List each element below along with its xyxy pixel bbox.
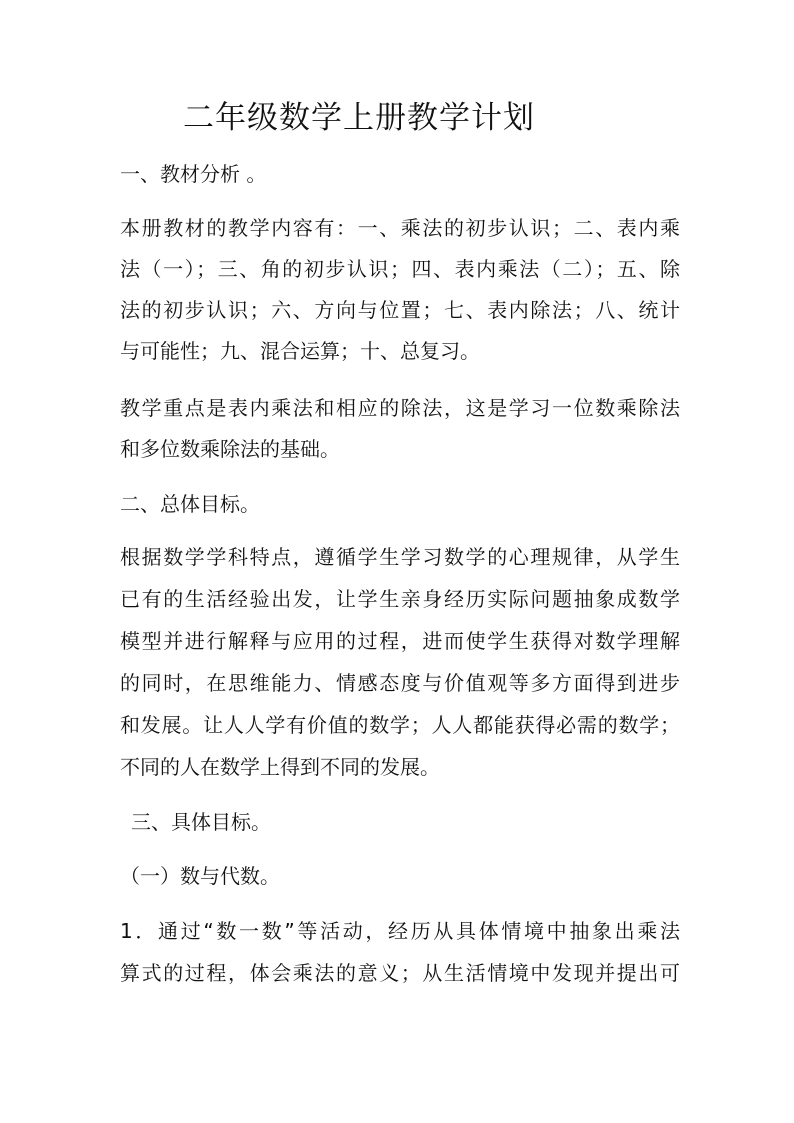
paragraph-line: 根据数学学科特点，遵循学生学习数学的心理规律，从学生 bbox=[120, 545, 680, 569]
document-title: 二年级数学上册教学计划 bbox=[183, 100, 535, 136]
paragraph-line: 模型并进行解释与应用的过程，进而使学生获得对数学理解 bbox=[120, 629, 680, 653]
subsection-heading-numbers-algebra: （一）数与代数。 bbox=[120, 864, 280, 888]
paragraph-line: 本册教材的教学内容有：一、乘法的初步认识；二、表内乘 bbox=[120, 216, 680, 240]
paragraph-line: 算式的过程，体会乘法的意义；从生活情境中发现并提出可 bbox=[120, 961, 680, 985]
paragraph-line: 法（一）；三、角的初步认识；四、表内乘法（二）；五、除 bbox=[120, 257, 680, 281]
paragraph-line: 和多位数乘除法的基础。 bbox=[120, 437, 340, 461]
paragraph-line: 已有的生活经验出发，让学生亲身经历实际问题抽象成数学 bbox=[120, 587, 680, 611]
paragraph-line: 1．通过“数一数”等活动，经历从具体情境中抽象出乘法 bbox=[120, 919, 680, 943]
paragraph-line: 和发展。让人人学有价值的数学；人人都能获得必需的数学； bbox=[120, 713, 680, 737]
paragraph-line: 的同时，在思维能力、情感态度与价值观等多方面得到进步 bbox=[120, 671, 680, 695]
section-heading-textbook-analysis: 一、教材分析 。 bbox=[120, 162, 267, 186]
paragraph-line: 法的初步认识；六、方向与位置；七、表内除法；八、统计 bbox=[120, 298, 680, 322]
paragraph-line: 不同的人在数学上得到不同的发展。 bbox=[120, 755, 440, 779]
section-heading-specific-goals: 三、具体目标。 bbox=[131, 810, 271, 834]
section-heading-overall-goals: 二、总体目标。 bbox=[120, 492, 260, 516]
paragraph-line: 与可能性；九、混合运算；十、总复习。 bbox=[120, 339, 480, 363]
paragraph-line: 教学重点是表内乘法和相应的除法，这是学习一位数乘除法 bbox=[120, 396, 680, 420]
